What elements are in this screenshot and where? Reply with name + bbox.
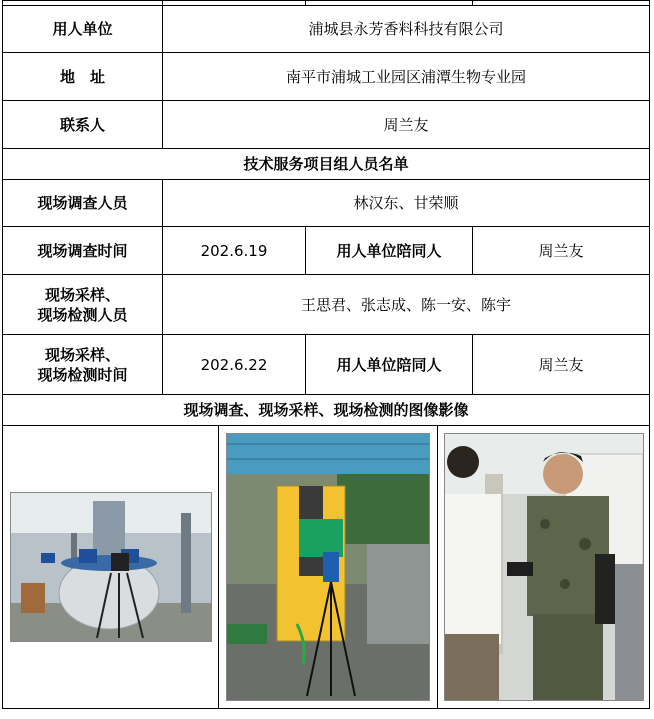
survey-time-value: 202.6.19 [163, 227, 306, 275]
survey-staff-label: 现场调查人员 [3, 180, 163, 227]
survey-time-row [3, 227, 650, 275]
client-row [3, 6, 650, 53]
photos-header: 现场调查、现场采样、现场检测的图像影像 [3, 395, 650, 426]
address-label: 地 址 [3, 53, 163, 101]
survey-time-label: 现场调查时间 [3, 227, 163, 275]
contact-value: 周兰友 [163, 101, 650, 149]
contact-label: 联系人 [3, 101, 163, 149]
sampling-staff-label-line1: 现场采样、 [44, 285, 120, 304]
address-row [3, 53, 650, 101]
photo-cell-1 [3, 426, 219, 708]
client-label: 用人单位 [3, 6, 163, 53]
team-header-row [3, 149, 650, 180]
photos-header-row [3, 395, 650, 426]
contact-row [3, 101, 650, 149]
address-value: 南平市浦城工业园区浦潭生物专业园 [163, 53, 650, 101]
client-value: 浦城县永芳香料科技有限公司 [163, 6, 650, 53]
sampling-time-row [3, 335, 650, 395]
sampling-staff-row [3, 275, 650, 335]
photos-container [3, 426, 650, 709]
survey-staff-value: 林汉东、甘荣顺 [163, 180, 650, 227]
sampling-time-label [3, 335, 163, 395]
survey-escort-value: 周兰友 [473, 227, 650, 275]
people-sampling-photo [444, 433, 644, 701]
water-treatment-photo [226, 433, 430, 701]
photos-row [3, 426, 650, 709]
survey-escort-label: 用人单位陪同人 [306, 227, 473, 275]
sampling-time-label-line2: 现场检测时间 [37, 365, 128, 384]
survey-staff-row [3, 180, 650, 227]
sampling-time-label-line1: 现场采样、 [44, 345, 120, 364]
team-header: 技术服务项目组人员名单 [3, 149, 650, 180]
service-record-table [2, 0, 650, 709]
photo-cell-2 [219, 426, 438, 708]
sampling-escort-label: 用人单位陪同人 [306, 335, 473, 395]
sampling-staff-label [3, 275, 163, 335]
sampling-staff-label-line2: 现场检测人员 [37, 305, 128, 324]
sampling-staff-value: 王思君、张志成、陈一安、陈宇 [163, 275, 650, 335]
reactor-equipment-photo [10, 492, 212, 642]
photo-cell-3 [438, 426, 649, 708]
sampling-time-value: 202.6.22 [163, 335, 306, 395]
photos-strip [3, 426, 649, 708]
sampling-escort-value: 周兰友 [473, 335, 650, 395]
